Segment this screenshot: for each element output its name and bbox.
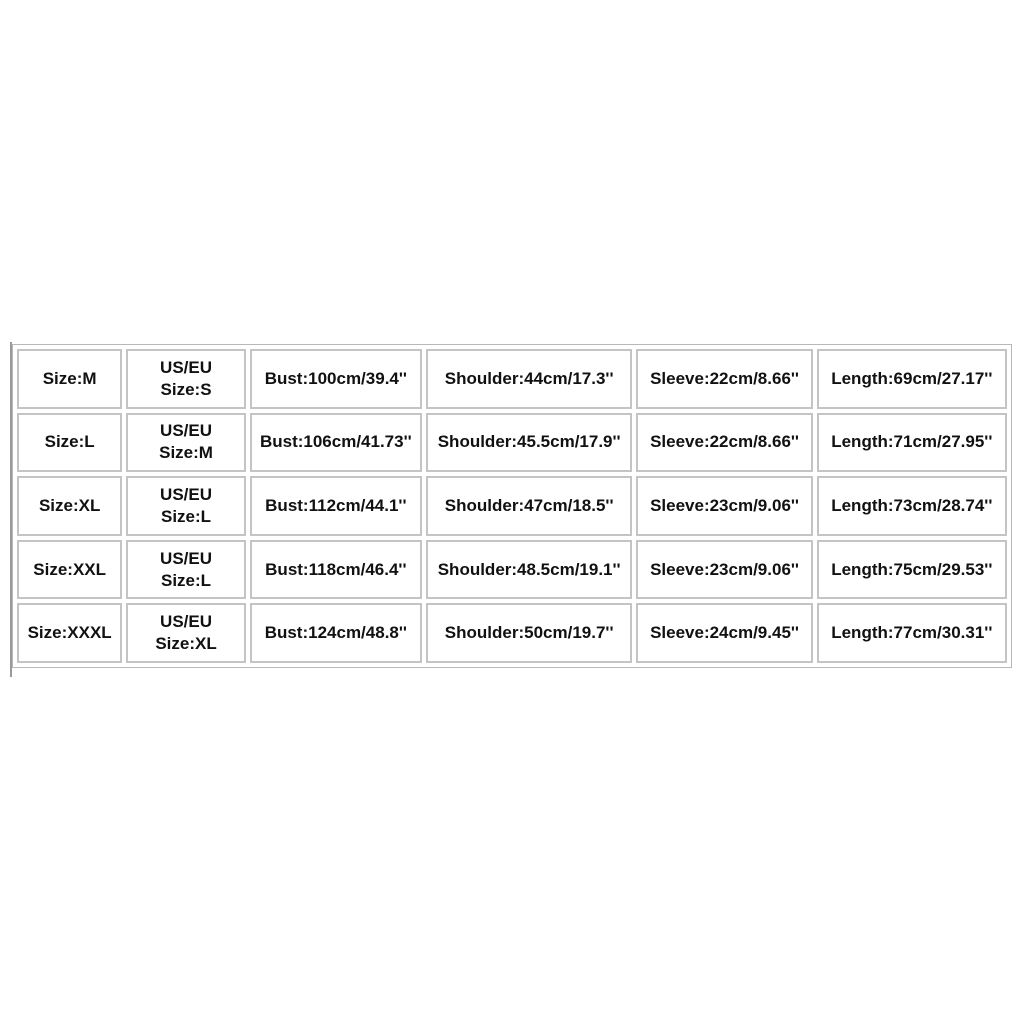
us-eu-size-value: Size:S [160, 379, 212, 399]
sleeve-cell: Sleeve:22cm/8.66'' [636, 349, 812, 409]
size-cell: Size:XXL [17, 540, 122, 600]
table-row [17, 603, 1007, 663]
table-row [17, 476, 1007, 536]
size-cell: Size:M [17, 349, 122, 409]
us-eu-size-value: Size:M [159, 443, 213, 463]
table-row [17, 413, 1007, 473]
bust-cell: Bust:106cm/41.73'' [250, 413, 422, 473]
shoulder-cell: Shoulder:47cm/18.5'' [426, 476, 633, 536]
size-cell: Size:L [17, 413, 122, 473]
us-eu-size-cell [126, 349, 245, 409]
size-cell: Size:XXXL [17, 603, 122, 663]
shoulder-cell: Shoulder:45.5cm/17.9'' [426, 413, 633, 473]
us-eu-size-value: Size:L [161, 506, 212, 526]
shoulder-cell: Shoulder:44cm/17.3'' [426, 349, 633, 409]
sleeve-cell: Sleeve:24cm/9.45'' [636, 603, 812, 663]
shoulder-cell: Shoulder:48.5cm/19.1'' [426, 540, 633, 600]
us-eu-size-cell [126, 540, 245, 600]
us-eu-label: US/EU [160, 357, 213, 377]
us-eu-label: US/EU [160, 612, 213, 632]
us-eu-label: US/EU [160, 548, 213, 568]
length-cell: Length:75cm/29.53'' [817, 540, 1007, 600]
table-row [17, 540, 1007, 600]
us-eu-size-cell [126, 413, 245, 473]
us-eu-size-cell [126, 476, 245, 536]
sleeve-cell: Sleeve:22cm/8.66'' [636, 413, 812, 473]
table-row [17, 349, 1007, 409]
length-cell: Length:77cm/30.31'' [817, 603, 1007, 663]
size-cell: Size:XL [17, 476, 122, 536]
sleeve-cell: Sleeve:23cm/9.06'' [636, 476, 812, 536]
us-eu-size-value: Size:L [161, 570, 212, 590]
us-eu-size-value: Size:XL [155, 634, 217, 654]
us-eu-label: US/EU [160, 484, 213, 504]
sleeve-cell: Sleeve:23cm/9.06'' [636, 540, 812, 600]
bust-cell: Bust:112cm/44.1'' [250, 476, 422, 536]
length-cell: Length:73cm/28.74'' [817, 476, 1007, 536]
length-cell: Length:71cm/27.95'' [817, 413, 1007, 473]
shoulder-cell: Shoulder:50cm/19.7'' [426, 603, 633, 663]
size-chart-table [12, 344, 1012, 668]
size-chart-body [17, 349, 1007, 663]
bust-cell: Bust:124cm/48.8'' [250, 603, 422, 663]
us-eu-label: US/EU [160, 421, 213, 441]
bust-cell: Bust:118cm/46.4'' [250, 540, 422, 600]
bust-cell: Bust:100cm/39.4'' [250, 349, 422, 409]
us-eu-size-cell [126, 603, 245, 663]
length-cell: Length:69cm/27.17'' [817, 349, 1007, 409]
